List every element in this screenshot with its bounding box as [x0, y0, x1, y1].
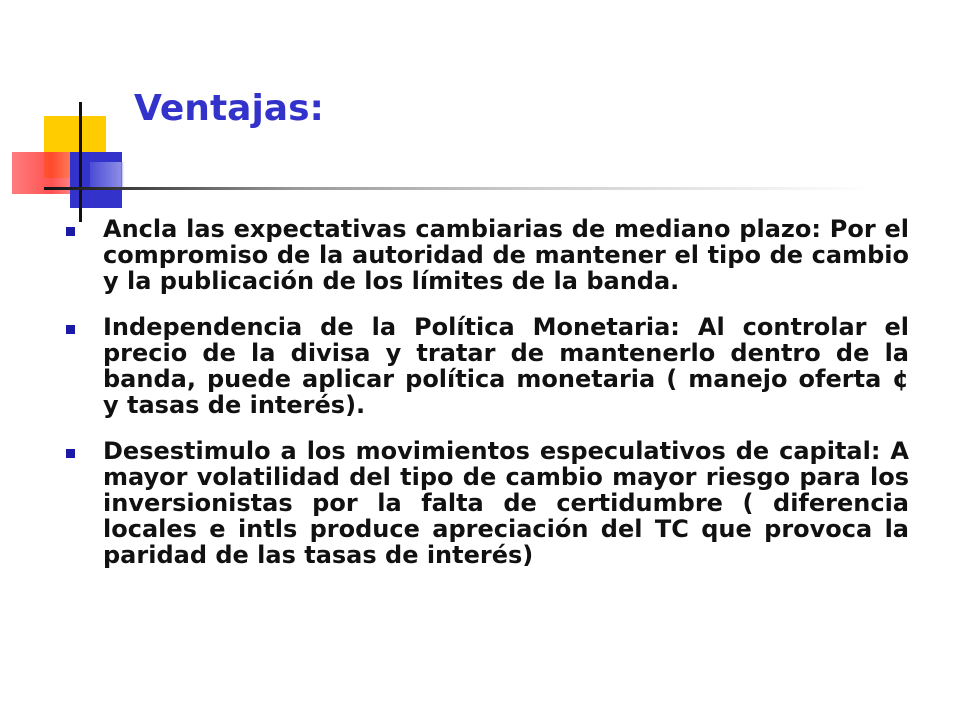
bullet-text: Independencia de la Política Monetaria: Al controlar el precio de la divisa y tratar de mantenerlo dentro de la banda, puede aplicar política monetaria ( manejo oferta ¢ y tasas de interés). [103, 313, 909, 419]
title-underline [44, 187, 874, 190]
slide-title: Ventajas: [134, 88, 324, 129]
square-bullet-icon [66, 227, 75, 236]
decor-blue-bar [90, 162, 124, 190]
bullet-text: Ancla las expectativas cambiarias de mediano plazo: Por el compromiso de la autoridad de mantener el tipo de cambio y la publicación de los límites de la banda. [103, 215, 909, 295]
bullet-item [62, 314, 912, 418]
bullet-text: Desestimulo a los movimientos especulativos de capital: A mayor volatilidad del tipo de cambio mayor riesgo para los inversionistas por la falta de certidumbre ( diferencia locales e intls produce apreciación del TC que provoca la paridad de las tasas de interés) [103, 437, 909, 569]
decor-vertical-line [79, 102, 82, 222]
bullet-item [62, 438, 912, 568]
square-bullet-icon [66, 325, 75, 334]
bullet-list [62, 216, 912, 588]
square-bullet-icon [66, 449, 75, 458]
bullet-item [62, 216, 912, 294]
